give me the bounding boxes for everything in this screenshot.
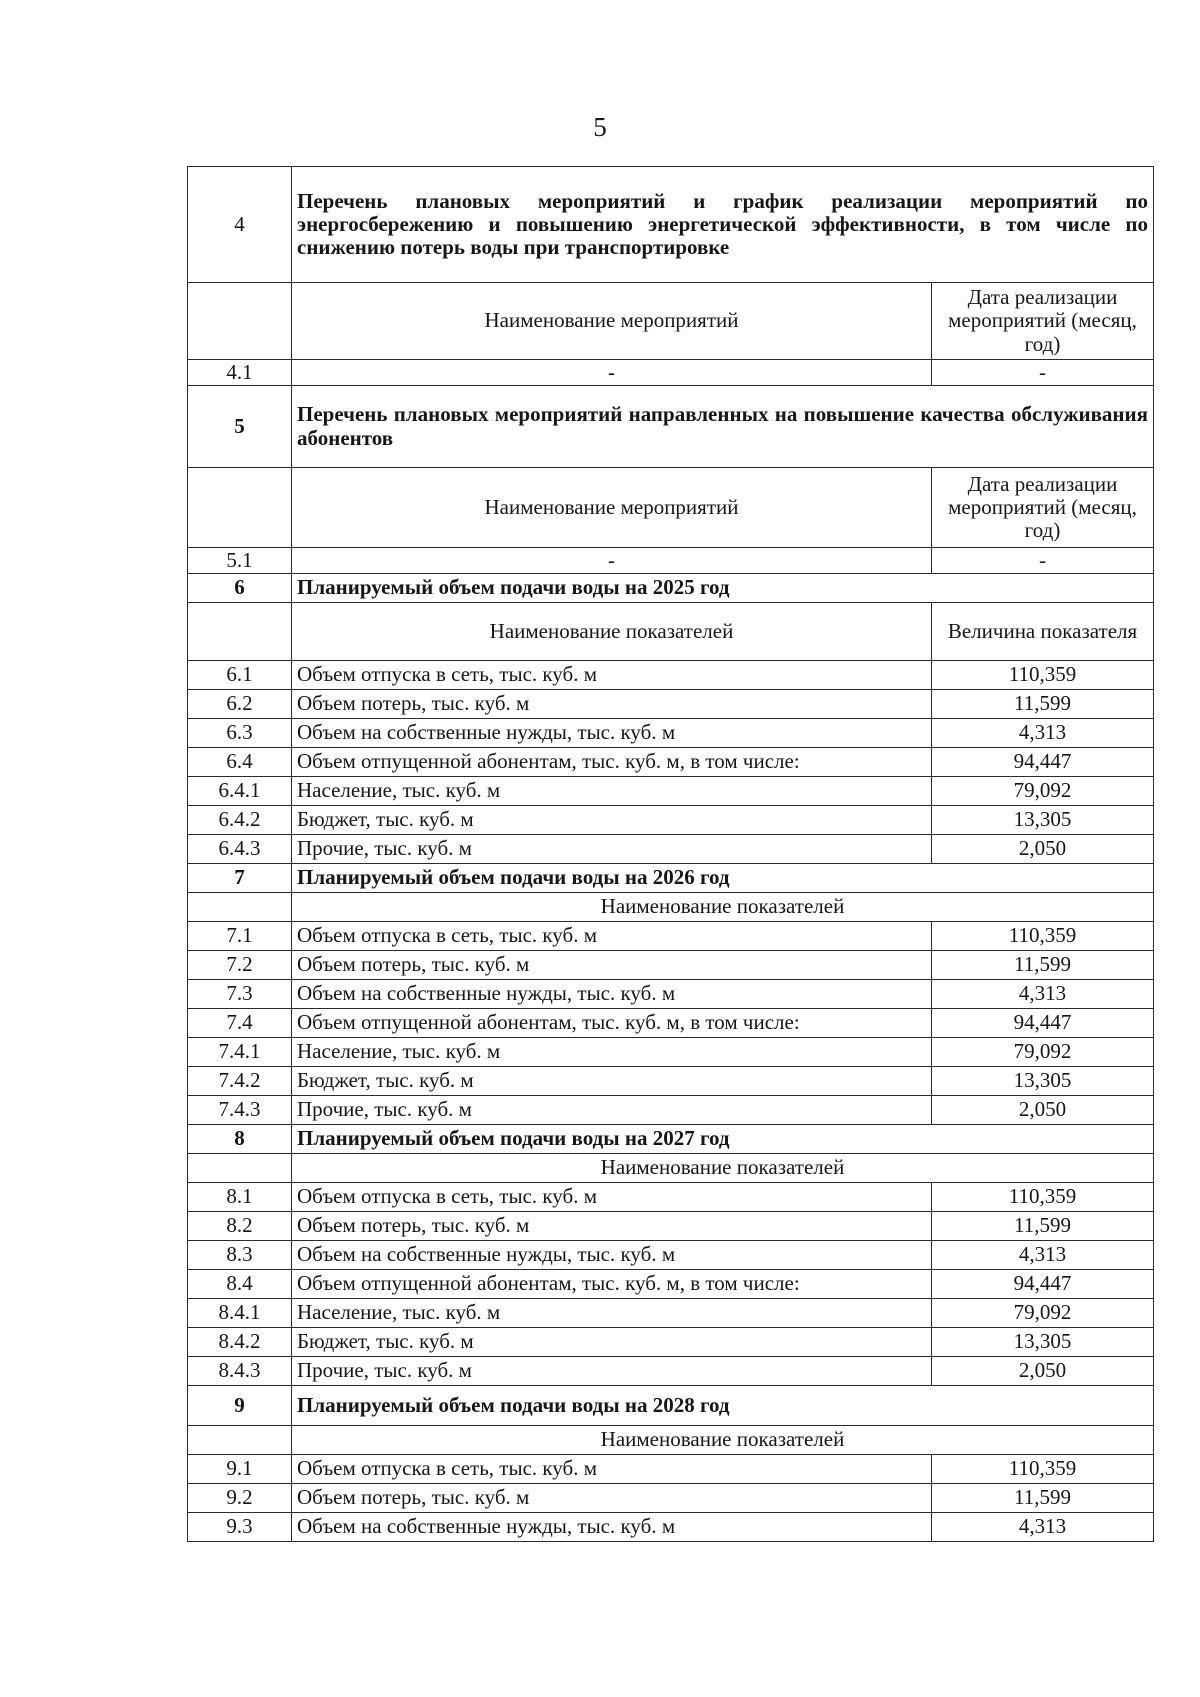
table-row bbox=[188, 1067, 1154, 1096]
row-value: 110,359 bbox=[932, 661, 1154, 690]
table-row bbox=[188, 1183, 1154, 1212]
column-header-name: Наименование мероприятий bbox=[292, 283, 932, 360]
table-row bbox=[188, 1484, 1154, 1513]
table-row bbox=[188, 1212, 1154, 1241]
section-header-row bbox=[188, 167, 1154, 283]
column-header-row bbox=[188, 1154, 1154, 1183]
section-number: 4 bbox=[188, 167, 292, 283]
table-row bbox=[188, 719, 1154, 748]
table-row bbox=[188, 1038, 1154, 1067]
table-row bbox=[188, 548, 1154, 574]
row-number: 5.1 bbox=[188, 548, 292, 574]
row-name: Объем на собственные нужды, тыс. куб. м bbox=[292, 1513, 932, 1542]
table-row bbox=[188, 1270, 1154, 1299]
table-row bbox=[188, 1096, 1154, 1125]
table-row bbox=[188, 1513, 1154, 1542]
row-name: Объем отпуска в сеть, тыс. куб. м bbox=[292, 922, 932, 951]
row-value: 110,359 bbox=[932, 1183, 1154, 1212]
column-header-name: Наименование показателей bbox=[292, 1154, 1154, 1183]
section-title: Перечень плановых мероприятий направленных на повышение качества обслуживания абонентов bbox=[292, 386, 1154, 468]
table-row bbox=[188, 777, 1154, 806]
row-value: 4,313 bbox=[932, 1241, 1154, 1270]
row-value: 79,092 bbox=[932, 1038, 1154, 1067]
row-number: 7.4.1 bbox=[188, 1038, 292, 1067]
row-value: 110,359 bbox=[932, 922, 1154, 951]
section-header-row bbox=[188, 574, 1154, 603]
row-value: 4,313 bbox=[932, 719, 1154, 748]
row-value: 79,092 bbox=[932, 1299, 1154, 1328]
empty-cell bbox=[188, 1426, 292, 1455]
row-number: 7.4.3 bbox=[188, 1096, 292, 1125]
row-name: Население, тыс. куб. м bbox=[292, 1038, 932, 1067]
row-number: 6.4.3 bbox=[188, 835, 292, 864]
row-number: 9.2 bbox=[188, 1484, 292, 1513]
column-header-row bbox=[188, 1426, 1154, 1455]
row-name: Объем на собственные нужды, тыс. куб. м bbox=[292, 1241, 932, 1270]
section-title: Планируемый объем подачи воды на 2028 год bbox=[292, 1386, 1154, 1426]
row-value: 2,050 bbox=[932, 835, 1154, 864]
row-number: 6.4.2 bbox=[188, 806, 292, 835]
section9-rows bbox=[188, 1455, 1154, 1542]
row-name: Бюджет, тыс. куб. м bbox=[292, 806, 932, 835]
row-number: 8.4 bbox=[188, 1270, 292, 1299]
row-name: - bbox=[292, 548, 932, 574]
table-row bbox=[188, 748, 1154, 777]
column-header-row bbox=[188, 468, 1154, 548]
row-name: Объем отпущенной абонентам, тыс. куб. м, в том числе: bbox=[292, 748, 932, 777]
row-number: 7.1 bbox=[188, 922, 292, 951]
row-number: 7.4 bbox=[188, 1009, 292, 1038]
row-name: Объем потерь, тыс. куб. м bbox=[292, 690, 932, 719]
section-number: 7 bbox=[188, 864, 292, 893]
column-header-date: Дата реализации мероприятий (месяц, год) bbox=[932, 468, 1154, 548]
row-number: 8.4.2 bbox=[188, 1328, 292, 1357]
page-number: 5 bbox=[593, 112, 607, 142]
table-row bbox=[188, 1299, 1154, 1328]
row-name: Объем потерь, тыс. куб. м bbox=[292, 951, 932, 980]
row-number: 7.3 bbox=[188, 980, 292, 1009]
plan-table bbox=[187, 166, 1154, 1542]
row-value: 4,313 bbox=[932, 980, 1154, 1009]
row-name: Объем на собственные нужды, тыс. куб. м bbox=[292, 719, 932, 748]
table-row bbox=[188, 1328, 1154, 1357]
row-number: 6.2 bbox=[188, 690, 292, 719]
row-value: 79,092 bbox=[932, 777, 1154, 806]
table-row bbox=[188, 980, 1154, 1009]
column-header-row bbox=[188, 283, 1154, 360]
section-header-row bbox=[188, 386, 1154, 468]
empty-cell bbox=[188, 603, 292, 661]
column-header-name: Наименование показателей bbox=[292, 1426, 1154, 1455]
row-name: Бюджет, тыс. куб. м bbox=[292, 1328, 932, 1357]
row-name: Прочие, тыс. куб. м bbox=[292, 1096, 932, 1125]
row-value: 11,599 bbox=[932, 1484, 1154, 1513]
row-number: 9.3 bbox=[188, 1513, 292, 1542]
section-number: 9 bbox=[188, 1386, 292, 1426]
row-date: - bbox=[932, 360, 1154, 386]
empty-cell bbox=[188, 468, 292, 548]
row-number: 8.4.3 bbox=[188, 1357, 292, 1386]
section-header-row bbox=[188, 864, 1154, 893]
row-value: 2,050 bbox=[932, 1357, 1154, 1386]
column-header-value: Величина показателя bbox=[932, 603, 1154, 661]
table-row bbox=[188, 661, 1154, 690]
table-row bbox=[188, 806, 1154, 835]
row-name: Бюджет, тыс. куб. м bbox=[292, 1067, 932, 1096]
row-number: 8.1 bbox=[188, 1183, 292, 1212]
table-row bbox=[188, 951, 1154, 980]
row-value: 13,305 bbox=[932, 1067, 1154, 1096]
row-name: Объем потерь, тыс. куб. м bbox=[292, 1212, 932, 1241]
table-row bbox=[188, 922, 1154, 951]
row-name: Прочие, тыс. куб. м bbox=[292, 835, 932, 864]
section-title: Перечень плановых мероприятий и график реализации мероприятий по энергосбережению и повышению энергетической эффективности, в том числе по снижению потерь воды при транспортировке bbox=[292, 167, 1154, 283]
section-number: 8 bbox=[188, 1125, 292, 1154]
row-name: Объем отпуска в сеть, тыс. куб. м bbox=[292, 1455, 932, 1484]
row-value: 13,305 bbox=[932, 806, 1154, 835]
row-name: - bbox=[292, 360, 932, 386]
empty-cell bbox=[188, 283, 292, 360]
column-header-name: Наименование показателей bbox=[292, 603, 932, 661]
section7-rows bbox=[188, 922, 1154, 1125]
table-row bbox=[188, 1357, 1154, 1386]
row-number: 6.4 bbox=[188, 748, 292, 777]
row-number: 8.2 bbox=[188, 1212, 292, 1241]
row-number: 7.2 bbox=[188, 951, 292, 980]
row-number: 6.3 bbox=[188, 719, 292, 748]
section-header-row bbox=[188, 1125, 1154, 1154]
row-value: 11,599 bbox=[932, 951, 1154, 980]
row-name: Объем отпуска в сеть, тыс. куб. м bbox=[292, 1183, 932, 1212]
section8-rows bbox=[188, 1183, 1154, 1386]
section-header-row bbox=[188, 1386, 1154, 1426]
section-number: 5 bbox=[188, 386, 292, 468]
row-name: Население, тыс. куб. м bbox=[292, 1299, 932, 1328]
row-name: Объем на собственные нужды, тыс. куб. м bbox=[292, 980, 932, 1009]
row-value: 13,305 bbox=[932, 1328, 1154, 1357]
row-number: 6.4.1 bbox=[188, 777, 292, 806]
empty-cell bbox=[188, 893, 292, 922]
table-row bbox=[188, 1009, 1154, 1038]
row-value: 110,359 bbox=[932, 1455, 1154, 1484]
row-value: 11,599 bbox=[932, 1212, 1154, 1241]
section-title: Планируемый объем подачи воды на 2025 год bbox=[292, 574, 1154, 603]
column-header-row bbox=[188, 893, 1154, 922]
row-value: 11,599 bbox=[932, 690, 1154, 719]
column-header-name: Наименование мероприятий bbox=[292, 468, 932, 548]
section-number: 6 bbox=[188, 574, 292, 603]
row-name: Объем потерь, тыс. куб. м bbox=[292, 1484, 932, 1513]
row-name: Объем отпуска в сеть, тыс. куб. м bbox=[292, 661, 932, 690]
row-value: 4,313 bbox=[932, 1513, 1154, 1542]
row-number: 6.1 bbox=[188, 661, 292, 690]
table-row bbox=[188, 835, 1154, 864]
table-row bbox=[188, 360, 1154, 386]
section-title: Планируемый объем подачи воды на 2026 год bbox=[292, 864, 1154, 893]
section6-rows bbox=[188, 661, 1154, 864]
table-row bbox=[188, 1241, 1154, 1270]
row-name: Объем отпущенной абонентам, тыс. куб. м, в том числе: bbox=[292, 1270, 932, 1299]
row-number: 8.4.1 bbox=[188, 1299, 292, 1328]
row-name: Население, тыс. куб. м bbox=[292, 777, 932, 806]
column-header-name: Наименование показателей bbox=[292, 893, 1154, 922]
row-name: Объем отпущенной абонентам, тыс. куб. м, в том числе: bbox=[292, 1009, 932, 1038]
row-number: 9.1 bbox=[188, 1455, 292, 1484]
row-value: 2,050 bbox=[932, 1096, 1154, 1125]
row-number: 4.1 bbox=[188, 360, 292, 386]
row-name: Прочие, тыс. куб. м bbox=[292, 1357, 932, 1386]
row-number: 7.4.2 bbox=[188, 1067, 292, 1096]
row-value: 94,447 bbox=[932, 1270, 1154, 1299]
row-number: 8.3 bbox=[188, 1241, 292, 1270]
column-header-row bbox=[188, 603, 1154, 661]
row-value: 94,447 bbox=[932, 1009, 1154, 1038]
section-title: Планируемый объем подачи воды на 2027 год bbox=[292, 1125, 1154, 1154]
table-row bbox=[188, 1455, 1154, 1484]
row-date: - bbox=[932, 548, 1154, 574]
column-header-date: Дата реализации мероприятий (месяц, год) bbox=[932, 283, 1154, 360]
row-value: 94,447 bbox=[932, 748, 1154, 777]
empty-cell bbox=[188, 1154, 292, 1183]
table-row bbox=[188, 690, 1154, 719]
